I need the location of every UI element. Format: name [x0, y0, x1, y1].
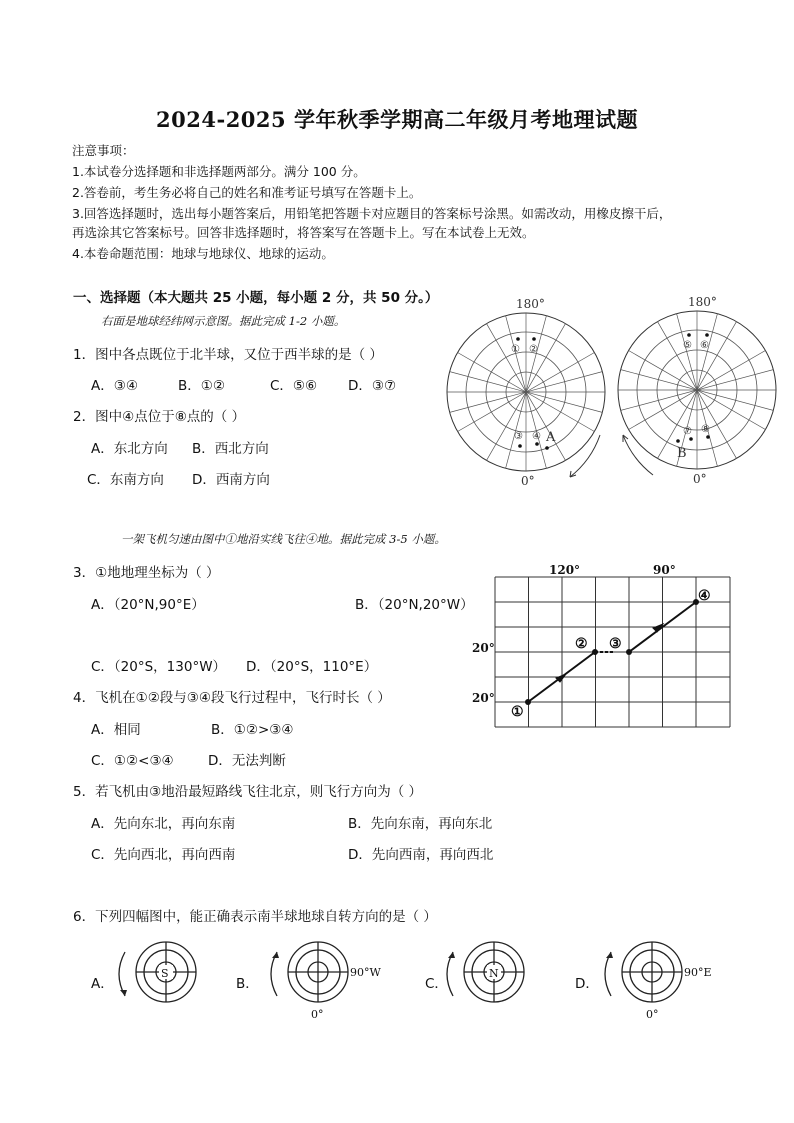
note-line-5: 4.本卷命题范围：地球与地球仪、地球的运动。 [72, 246, 334, 261]
q5-option-d[interactable]: D．先向西南，再向西北 [348, 847, 494, 863]
grid-lat-upper: 20° [472, 641, 495, 655]
note-line-2: 2.答卷前，考生务必将自己的姓名和准考证号填写在答题卡上。 [72, 185, 422, 200]
right-point-8: ⑧ [701, 424, 710, 435]
right-label-b: B [677, 446, 687, 461]
q6-figure-b [271, 942, 381, 1021]
q6-b-side-label: 90°W [350, 966, 381, 979]
note-line-4: 再选涂其它答案标号。回答非选择题时，将答案写在答题卡上。写在本试卷上无效。 [72, 225, 535, 240]
q6-d-bottom-label: 0° [646, 1008, 659, 1021]
q2-option-a[interactable]: A．东北方向 [91, 441, 168, 457]
right-point-5: ⑤ [683, 340, 692, 351]
q1-option-d[interactable]: D．③⑦ [348, 378, 397, 394]
polar-map-right [618, 295, 776, 486]
q4-option-d[interactable]: D．无法判断 [208, 753, 286, 769]
q5-option-a[interactable]: A．先向东北，再向东南 [91, 816, 236, 832]
section-heading: 一、选择题（本大题共 25 小题，每小题 2 分，共 50 分。） [73, 290, 439, 306]
q6-option-c[interactable]: C． [425, 976, 448, 992]
q4-option-a[interactable]: A．相同 [91, 722, 141, 738]
grid-lon-120: 120° [549, 563, 581, 577]
q1-option-c[interactable]: C．⑤⑥ [270, 378, 318, 394]
left-point-4: ④ [532, 431, 541, 442]
right-bottom-label: 0° [693, 472, 707, 486]
question-2-stem: 2．图中④点位于⑧点的（ ） [73, 409, 246, 425]
q1-option-b[interactable]: B．①② [178, 378, 225, 394]
grid-map-figure [470, 560, 740, 740]
left-point-1: ① [511, 344, 520, 355]
q3-option-d[interactable]: D．（20°S，110°E） [246, 659, 378, 675]
polar-map-left [447, 297, 605, 488]
q2-option-b[interactable]: B．西北方向 [192, 441, 269, 457]
grid-lat-lower: 20° [472, 691, 495, 705]
q6-figure-d [605, 942, 712, 1021]
intro-1-2: 右面是地球经纬网示意图。据此完成 1-2 小题。 [101, 314, 346, 328]
q5-option-b[interactable]: B．先向东南，再向东北 [348, 816, 493, 832]
grid-lon-90: 90° [653, 563, 676, 577]
q5-option-c[interactable]: C．先向西北，再向西南 [91, 847, 236, 863]
q3-option-c[interactable]: C．（20°S，130°W） [91, 659, 227, 675]
right-top-label: 180° [688, 295, 717, 309]
q2-option-c[interactable]: C．东南方向 [87, 472, 164, 488]
note-line-1: 1.本试卷分选择题和非选择题两部分。满分 100 分。 [72, 164, 366, 179]
question-4-stem: 4．飞机在①②段与③④段飞行过程中，飞行时长（ ） [73, 690, 391, 706]
q4-option-b[interactable]: B．①②>③④ [211, 722, 294, 738]
grid-point-3: ③ [609, 636, 622, 652]
question-6-stem: 6．下列四幅图中，能正确表示南半球地球自转方向的是（ ） [73, 909, 437, 925]
notes-heading: 注意事项： [72, 143, 135, 158]
left-bottom-label: 0° [521, 474, 535, 488]
grid-point-2: ② [575, 636, 588, 652]
q6-figure-c [447, 942, 524, 1002]
question-3-stem: 3．①地地理坐标为（ ） [73, 565, 220, 581]
question-1-stem: 1．图中各点既位于北半球，又位于西半球的是（ ） [73, 347, 383, 363]
q2-option-d[interactable]: D．西南方向 [192, 472, 270, 488]
q6-figure-a [119, 942, 196, 1002]
left-point-3: ③ [514, 431, 523, 442]
q6-d-side-label: 90°E [684, 966, 712, 979]
q3-option-b[interactable]: B．（20°N,20°W） [355, 597, 474, 613]
q6-a-center-label: S [161, 967, 169, 980]
q3-option-a[interactable]: A．（20°N,90°E） [91, 597, 205, 613]
left-top-label: 180° [516, 297, 545, 311]
note-line-3: 3.回答选择题时，选出每小题答案后，用铅笔把答题卡对应题目的答案标号涂黑。如需改动，用橡皮擦干后， [72, 206, 672, 221]
grid-point-1: ① [511, 704, 524, 720]
intro-3-5: 一架飞机匀速由图中①地沿实线飞往④地。据此完成 3-5 小题。 [121, 532, 446, 546]
q6-option-d[interactable]: D． [575, 976, 599, 992]
left-point-2: ② [529, 344, 538, 355]
q6-option-b[interactable]: B． [236, 976, 259, 992]
q6-option-a[interactable]: A． [91, 976, 114, 992]
q4-option-c[interactable]: C．①②<③④ [91, 753, 174, 769]
q6-b-bottom-label: 0° [311, 1008, 324, 1021]
q6-c-center-label: N [489, 967, 499, 980]
grid-point-4: ④ [698, 588, 711, 604]
left-label-a: A [546, 430, 556, 445]
q6-figures [110, 938, 740, 1028]
right-point-6: ⑥ [700, 340, 709, 351]
right-point-7: ⑦ [683, 426, 692, 437]
page-title: 2024-2025 学年秋季学期高二年级月考地理试题 [156, 107, 638, 132]
question-5-stem: 5．若飞机由③地沿最短路线飞往北京，则飞行方向为（ ） [73, 784, 422, 800]
q1-option-a[interactable]: A．③④ [91, 378, 138, 394]
polar-map-figure [440, 290, 780, 490]
